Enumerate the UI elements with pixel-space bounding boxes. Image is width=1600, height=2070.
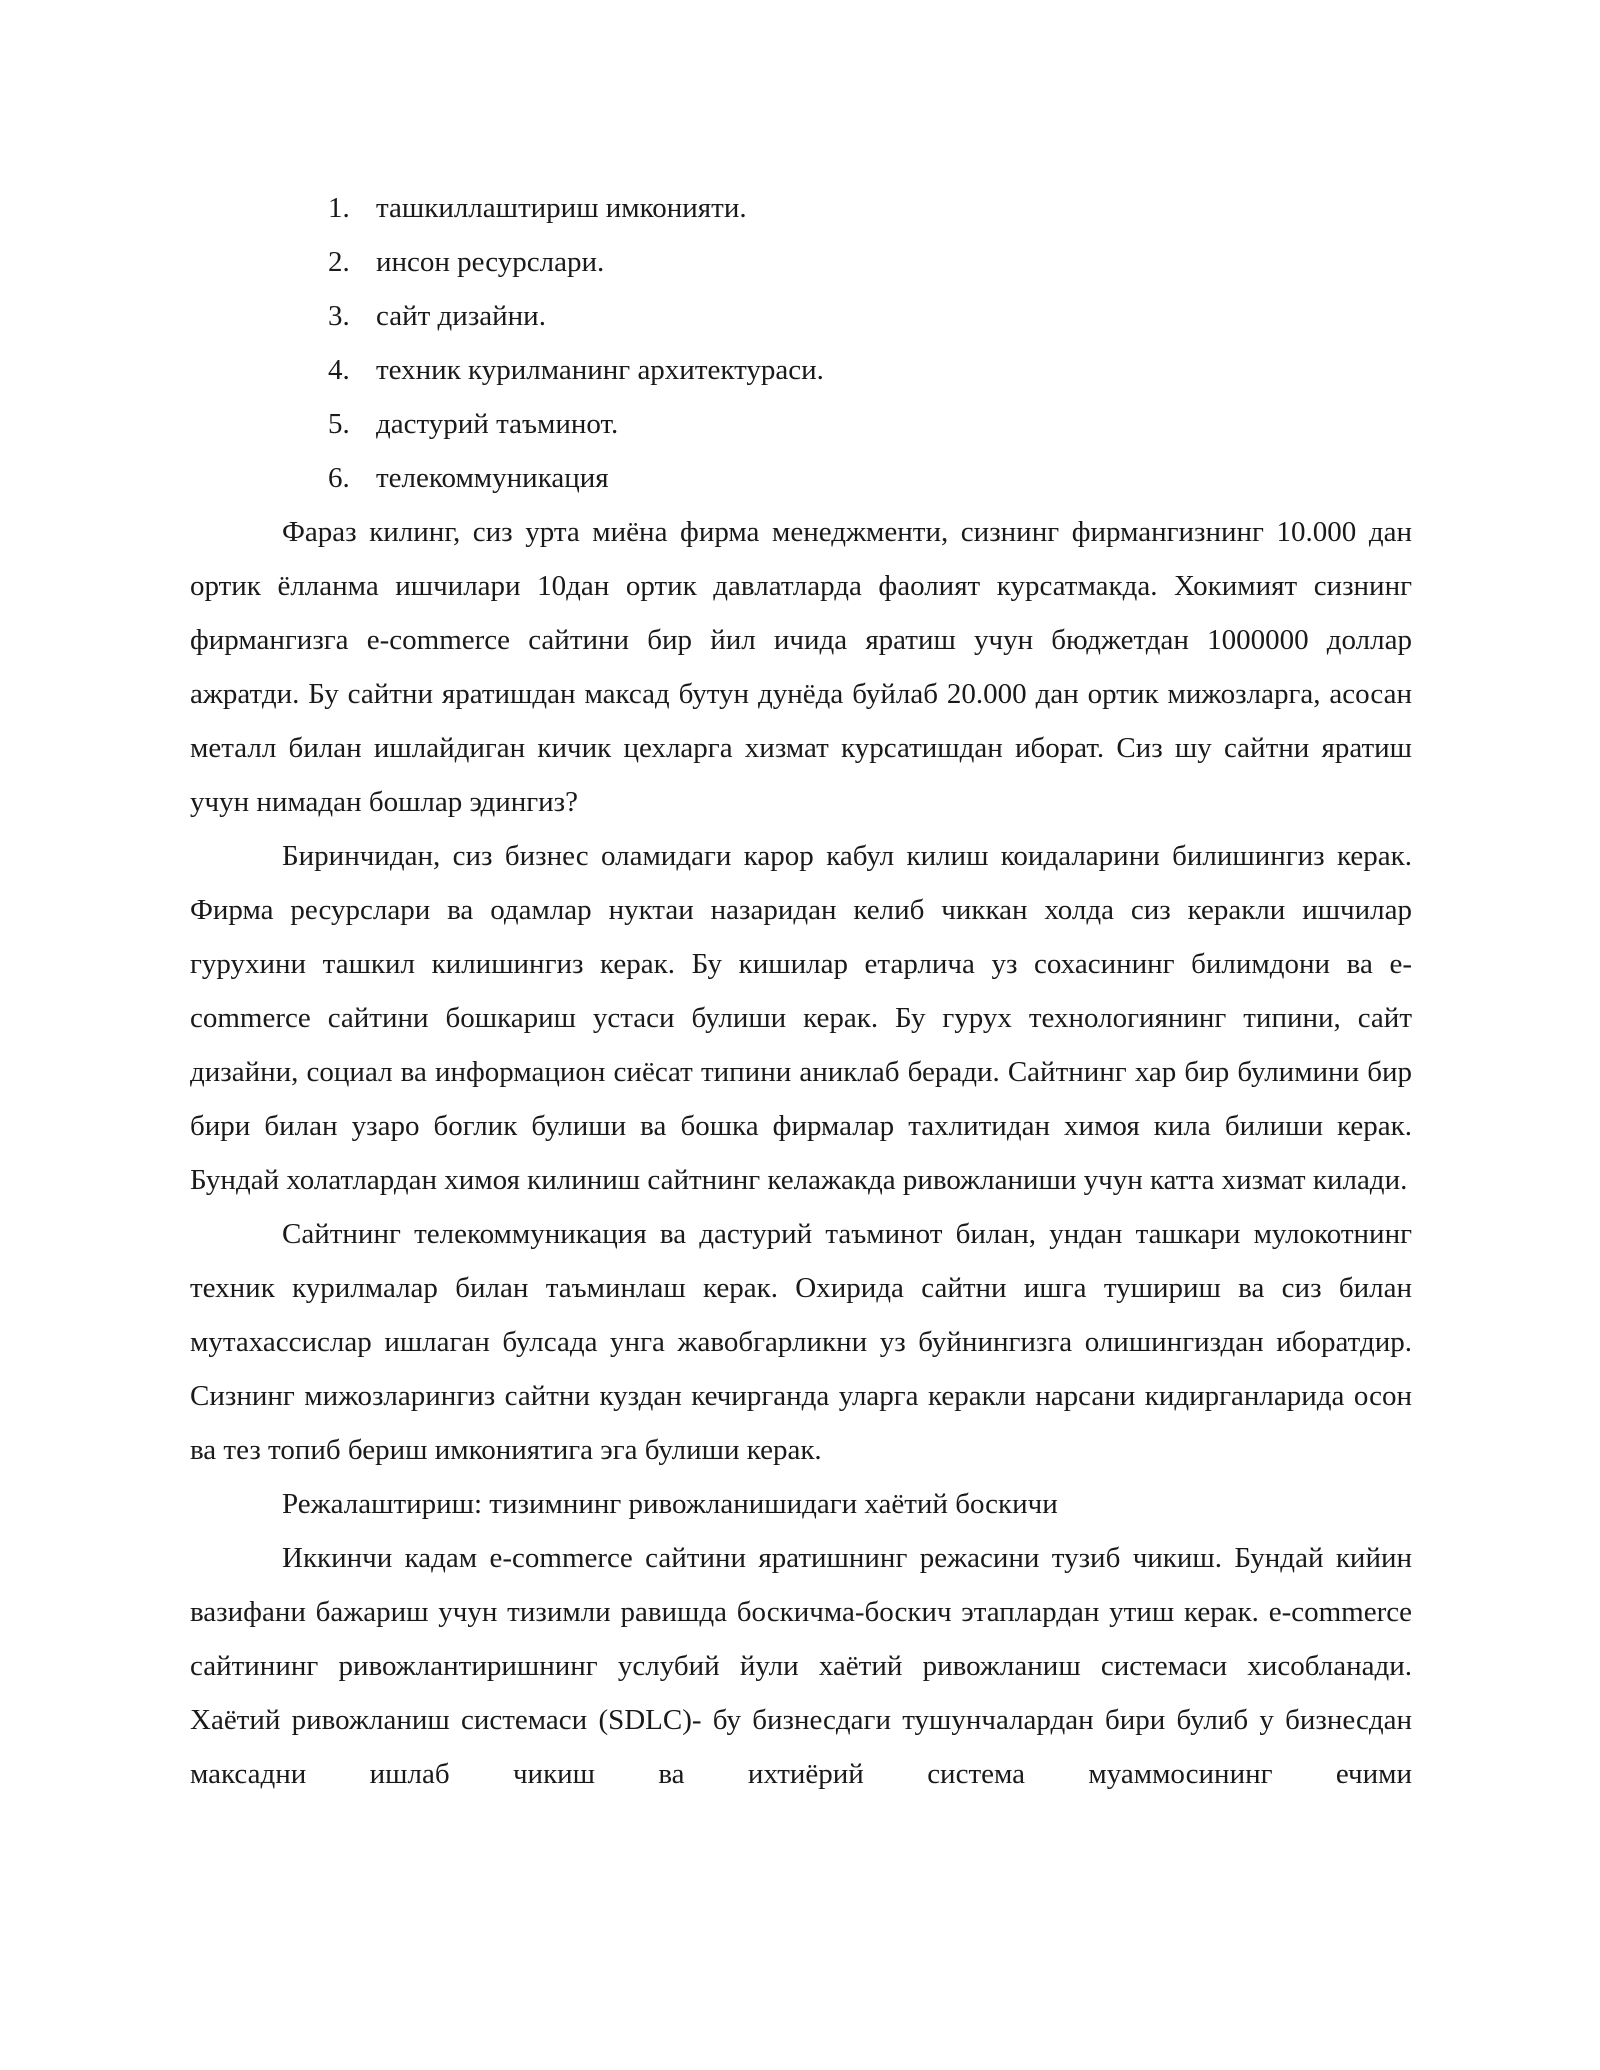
list-item [190,451,1412,505]
list-number: 2. [328,246,350,278]
list-item [190,181,1412,235]
list-text: сайт дизайни. [376,300,546,332]
list-item [190,343,1412,397]
numbered-list [190,181,1412,505]
list-text: техник курилманинг архитектураси. [376,354,824,386]
list-text: телекоммуникация [376,462,609,494]
list-number: 3. [328,300,350,332]
paragraph-telecom: Сайтнинг телекоммуникация ва дастурий таъминот билан, ундан ташкари мулокотнинг техник курилмалар билан таъминлаш керак. Охирида сайтни ишга тушириш ва сиз билан мутахассислар ишлаган булсада унга жавобгарликни уз буйнингизга олишингиздан иборатдир. Сизнинг мижозларингиз сайтни куздан кечирганда уларга керакли нарсани кидирганларида осон ва тез топиб бериш имкониятига эга булиши керак. [190,1218,1412,1466]
list-number: 5. [328,408,350,440]
list-item [190,289,1412,343]
list-text: дастурий таъминот. [376,408,619,440]
document-body [190,181,1412,1801]
list-number: 6. [328,462,350,494]
paragraph-firstly: Биринчидан, сиз бизнес оламидаги карор кабул килиш коидаларини билишингиз керак. Фирма ресурслари ва одамлар нуктаи назаридан келиб чиккан холда сиз керакли ишчилар гурухини ташкил килишингиз керак. Бу кишилар етарлича уз сохасининг билимдони ва e-commerce сайтини бошкариш устаси булиши керак. Бу гурух технологиянинг типини, сайт дизайни, социал ва информацион сиёсат типини аниклаб беради. Сайтнинг хар бир булимини бир бири билан узаро боглик булиши ва бошка фирмалар тахлитидан химоя кила билиши керак. Бундай холатлардан химоя килиниш сайтнинг келажакда ривожланиши учун катта хизмат килади. [190,840,1412,1196]
list-text: инсон ресурслари. [376,246,605,278]
list-text: ташкиллаштириш имконияти. [376,192,747,224]
list-number: 4. [328,354,350,386]
list-item [190,235,1412,289]
list-item [190,397,1412,451]
paragraph-second-step: Иккинчи кадам e-commerce сайтини яратишнинг режасини тузиб чикиш. Бундай кийин вазифани бажариш учун тизимли равишда боскичма-боскич этаплардан утиш керак. e-commerce сайтининг ривожлантиришнинг услубий йули хаётий ривожланиш системаси хисобланади. Хаётий ривожланиш системаси (SDLC)- бу бизнесдаги тушунчалардан бири булиб у бизнесдан максадни ишлаб чикиш ва ихтиёрий система муаммосининг ечими [190,1542,1412,1790]
section-heading: Режалаштириш: тизимнинг ривожланишидаги хаётий боскичи [282,1488,1058,1520]
paragraph-scenario: Фараз килинг, сиз урта миёна фирма менеджменти, сизнинг фирмангизнинг 10.000 дан ортик ёлланма ишчилари 10дан ортик давлатларда фаолият курсатмакда. Хокимият сизнинг фирмангизга e-commerce сайтини бир йил ичида яратиш учун бюджетдан 1000000 доллар ажратди. Бу сайтни яратишдан максад бутун дунёда буйлаб 20.000 дан ортик мижозларга, асосан металл билан ишлайдиган кичик цехларга хизмат курсатишдан иборат. Сиз шу сайтни яратиш учун нимадан бошлар эдингиз? [190,516,1412,818]
list-number: 1. [328,192,350,224]
